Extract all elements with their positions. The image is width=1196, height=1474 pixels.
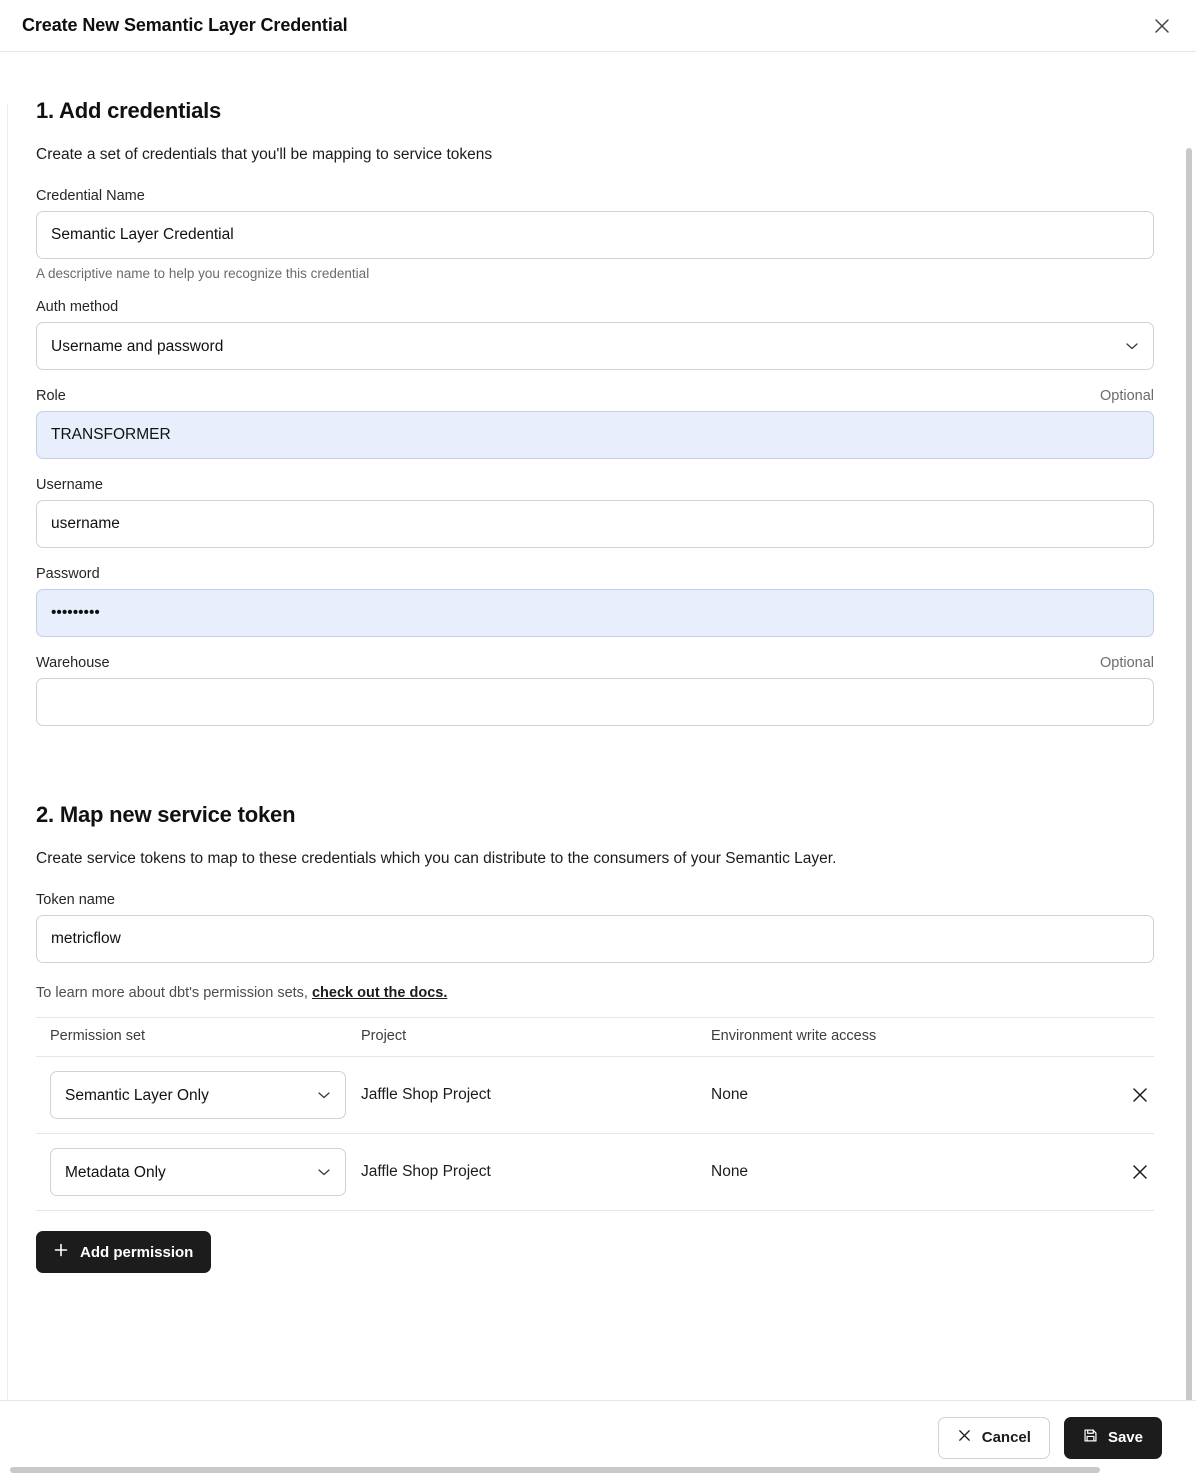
column-header-actions [1084,1018,1154,1057]
role-input[interactable] [36,411,1154,459]
column-header-environment-write-access: Environment write access [711,1018,1084,1057]
permission-set-select-1[interactable] [50,1148,346,1196]
table-header-row [36,1018,1154,1057]
password-label: Password [36,566,100,582]
save-button[interactable] [1064,1417,1162,1459]
section-spacer [36,744,1154,802]
plus-icon [54,1243,68,1261]
modal-title: Create New Semantic Layer Credential [22,15,348,35]
row-actions-cell [1084,1134,1154,1211]
section-2-description: Create service tokens to map to these credentials which you can distribute to the consumers of your Semantic Layer. [36,850,837,867]
vertical-scrollbar-track[interactable] [1188,148,1194,1400]
column-header-permission-set: Permission set [36,1018,361,1057]
save-label: Save [1107,1429,1143,1446]
section-1-title: 1. Add credentials [36,98,222,123]
password-field [36,566,1154,637]
modal-body [0,52,1196,1400]
username-label: Username [36,477,103,493]
close-icon[interactable] [1148,12,1176,40]
role-optional-tag: Optional [1099,388,1154,404]
credential-name-label: Credential Name [36,188,145,204]
token-name-input[interactable] [36,915,1154,963]
token-name-label: Token name [36,892,115,908]
permission-set-cell [36,1057,361,1134]
vertical-scrollbar-thumb[interactable] [1186,148,1192,1400]
close-icon[interactable] [1126,1158,1154,1186]
row-actions-cell [1084,1057,1154,1134]
credential-name-help: A descriptive name to help you recognize this credential [36,266,370,281]
role-field [36,388,1154,459]
auth-method-select[interactable] [36,322,1154,370]
table-row [36,1134,1154,1211]
horizontal-scrollbar-thumb[interactable] [10,1467,1100,1473]
close-icon [957,1428,972,1447]
docs-hint-text: To learn more about dbt's permission sets, [36,985,308,1001]
cancel-label: Cancel [981,1429,1031,1446]
chevron-down-icon [318,1163,330,1181]
project-cell: Jaffle Shop Project [361,1057,711,1134]
environment-write-access-cell: None [711,1057,1084,1134]
permission-set-select-0[interactable] [50,1071,346,1119]
chevron-down-icon [318,1086,330,1104]
project-cell: Jaffle Shop Project [361,1134,711,1211]
permissions-table [36,1017,1154,1211]
add-permission-button[interactable] [36,1231,211,1273]
role-label: Role [36,388,66,404]
username-input[interactable] [36,500,1154,548]
auth-method-label: Auth method [36,299,119,315]
modal-header [0,0,1196,52]
docs-link[interactable]: check out the docs. [311,985,448,1001]
warehouse-label: Warehouse [36,655,110,671]
environment-write-access-cell: None [711,1134,1084,1211]
auth-method-field [36,299,1154,370]
warehouse-optional-tag: Optional [1099,655,1154,671]
warehouse-input[interactable] [36,678,1154,726]
permission-set-cell [36,1134,361,1211]
modal-footer [0,1400,1196,1474]
scroll-area [36,52,1160,1273]
docs-hint [36,985,1154,1001]
cancel-button[interactable] [938,1417,1050,1459]
horizontal-scrollbar-track[interactable] [0,1467,1196,1474]
table-row [36,1057,1154,1134]
section-1-description: Create a set of credentials that you'll be mapping to service tokens [36,146,493,163]
token-name-field [36,892,1154,963]
warehouse-field [36,655,1154,726]
close-icon[interactable] [1126,1081,1154,1109]
panel-left-edge [0,104,8,1400]
save-disk-icon [1083,1428,1098,1447]
username-field [36,477,1154,548]
add-permission-label: Add permission [80,1243,194,1261]
section-2-title: 2. Map new service token [36,802,296,827]
password-input[interactable] [36,589,1154,637]
credential-name-field [36,188,1154,281]
credential-name-input[interactable] [36,211,1154,259]
column-header-project: Project [361,1018,711,1057]
